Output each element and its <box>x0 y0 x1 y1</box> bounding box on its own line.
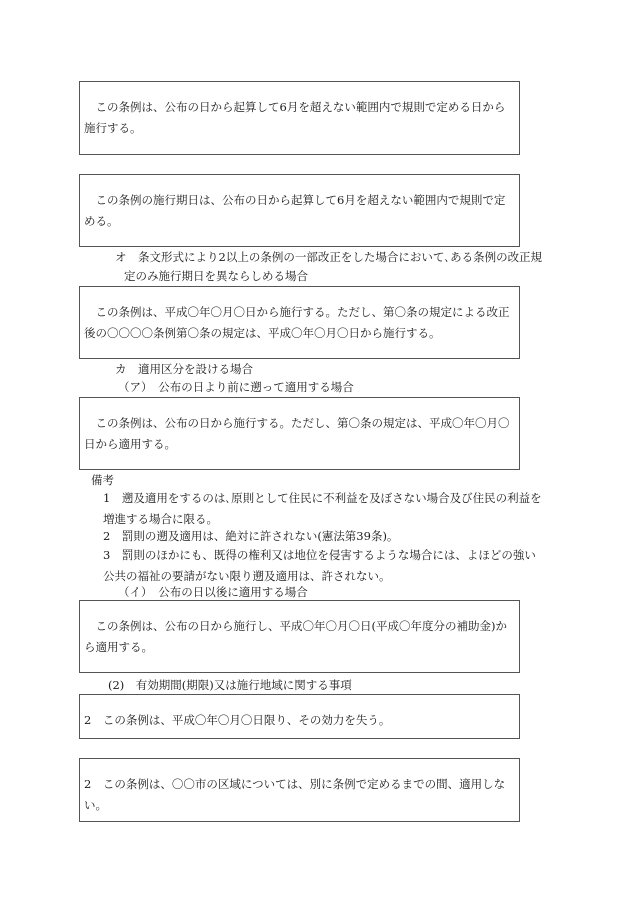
example-box-4 <box>79 397 520 470</box>
example-text-7: 2 この条例は、〇〇市の区域については、別に条例で定めるまでの間、適用しない。 <box>84 777 506 812</box>
heading-o-line1: オ 条文形式により2以上の条例の一部改正をした場合において､ある条例の改正規 <box>115 250 543 264</box>
note-text-2: 罰則の遡及適用は、絶対に許されない(憲法第39条)。 <box>121 529 399 543</box>
example-text-1: この条例は、公布の日から起算して6月を超えない範囲内で規則で定める日から施行する。 <box>84 100 506 135</box>
notes-title: 備考 <box>91 473 114 487</box>
example-text-3: この条例は、平成〇年〇月〇日から施行する。ただし、第〇条の規定による改正後の〇〇〇〇条例第〇条の規定は、平成〇年〇月〇日から施行する。 <box>84 305 510 340</box>
note-item-2 <box>103 526 543 547</box>
heading-2: (2) 有効期間(期限)又は施行地域に関する事項 <box>108 678 352 692</box>
example-box-3 <box>79 286 520 359</box>
note-number-3: 3 <box>103 548 111 562</box>
heading-a: （ア） 公布の日より前に遡って適用する場合 <box>118 380 354 394</box>
note-item-1 <box>103 488 543 530</box>
note-item-3 <box>103 545 543 587</box>
heading-o-line2: 定のみ施行期日を異ならしめる場合 <box>124 269 308 283</box>
example-text-5: この条例は、公布の日から施行し、平成〇年〇月〇日(平成〇年度分の補助金)から適用する。 <box>84 619 507 654</box>
note-text-3: 罰則のほかにも、既得の権利又は地位を侵害するような場合には、よほどの強い公共の福祉の要請がない限り遡及適用は、許されない。 <box>103 548 536 583</box>
example-text-4: この条例は、公布の日から施行する。ただし、第〇条の規定は、平成〇年〇月〇日から適用する。 <box>84 416 510 451</box>
example-box-2 <box>79 174 520 247</box>
note-number-2: 2 <box>103 529 111 543</box>
example-box-1 <box>79 81 520 155</box>
heading-i: （イ） 公布の日以後に適用する場合 <box>118 585 308 599</box>
example-box-7 <box>79 758 520 822</box>
example-box-5 <box>79 600 520 673</box>
example-text-6: 2 この条例は、平成〇年〇月〇日限り、その効力を失う。 <box>84 713 391 727</box>
example-box-6 <box>79 694 520 739</box>
note-text-1: 遡及適用をするのは､原則として住民に不利益を及ぼさない場合及び住民の利益を増進する場合に限る。 <box>103 491 542 526</box>
heading-ka: カ 適用区分を設ける場合 <box>115 362 253 376</box>
note-number-1: 1 <box>103 491 111 505</box>
example-text-2: この条例の施行期日は、公布の日から起算して6月を超えない範囲内で規則で定める。 <box>84 193 506 228</box>
